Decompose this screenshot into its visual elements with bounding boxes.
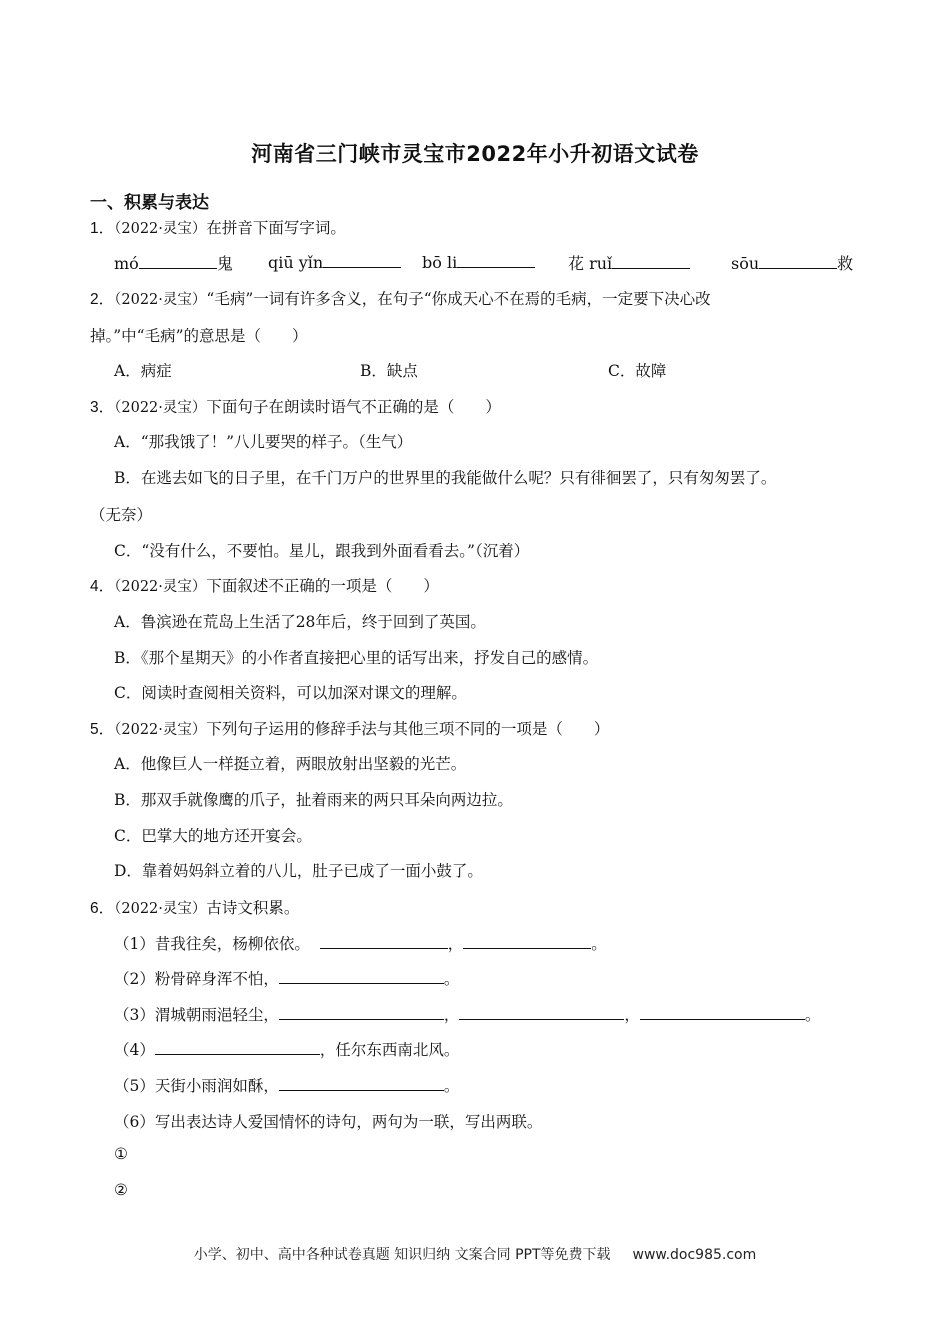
answer-blank[interactable] bbox=[279, 1074, 444, 1091]
question-3: 3．（2022·灵宝）下面句子在朗读时语气不正确的是（ ） bbox=[90, 398, 501, 416]
answer-blank[interactable] bbox=[640, 1003, 805, 1020]
option-b[interactable]: B．那双手就像鹰的爪子，扯着雨来的两只耳朵向两边拉。 bbox=[114, 791, 513, 809]
answer-blank[interactable] bbox=[323, 251, 401, 268]
page-footer: 小学、初中、高中各种试卷真题 知识归纳 文案合同 PPT等免费下载 www.doc985.com bbox=[193, 1247, 757, 1263]
question-2: 2．（2022·灵宝）“毛病”一词有许多含义，在句子“你成天心不在焉的毛病，一定要下决心改 bbox=[90, 290, 711, 308]
option-c[interactable]: C．故障 bbox=[608, 362, 667, 380]
option-b[interactable]: B．在逃去如飞的日子里，在千门万户的世界里的我能做什么呢？只有徘徊罢了，只有匆匆罢了。 bbox=[114, 469, 777, 487]
pinyin-item: sōu 救 bbox=[731, 254, 854, 273]
option-b[interactable]: B．缺点 bbox=[360, 362, 418, 380]
option-a[interactable]: A．鲁滨逊在荒岛上生活了28年后，终于回到了英国。 bbox=[114, 613, 486, 631]
option-a[interactable]: A．他像巨人一样挺立着，两眼放射出坚毅的光芒。 bbox=[114, 755, 467, 773]
poem-line-1: （1）昔我往矣，杨柳依依。 ， 。 bbox=[114, 932, 607, 954]
option-b-cont: （无奈） bbox=[90, 506, 153, 524]
option-c[interactable]: C．“没有什么，不要怕。星儿，跟我到外面看看去。”（沉着） bbox=[114, 542, 530, 560]
pinyin-item: bō li bbox=[422, 251, 535, 272]
answer-blank[interactable] bbox=[279, 1003, 444, 1020]
option-a[interactable]: A．“那我饿了！”八儿要哭的样子。（生气） bbox=[114, 433, 413, 451]
option-a[interactable]: A．病症 bbox=[114, 362, 172, 380]
answer-blank[interactable] bbox=[459, 1003, 624, 1020]
option-d[interactable]: D．靠着妈妈斜立着的八儿，肚子已成了一面小鼓了。 bbox=[114, 862, 483, 880]
answer-blank[interactable] bbox=[139, 252, 217, 269]
poem-line-3: （3）渭城朝雨浥轻尘， ， ， 。 bbox=[114, 1003, 820, 1025]
answer-blank[interactable] bbox=[155, 1038, 320, 1055]
question-5: 5．（2022·灵宝）下列句子运用的修辞手法与其他三项不同的一项是（ ） bbox=[90, 720, 610, 738]
question-1: 1．（2022·灵宝）在拼音下面写字词。 bbox=[90, 219, 346, 237]
answer-blank[interactable] bbox=[457, 251, 535, 268]
answer-marker-1[interactable]: ① bbox=[114, 1145, 128, 1163]
answer-blank[interactable] bbox=[612, 252, 690, 269]
pinyin-item: mó 鬼 bbox=[114, 254, 233, 273]
option-c[interactable]: C．巴掌大的地方还开宴会。 bbox=[114, 827, 312, 845]
option-c[interactable]: C．阅读时查阅相关资料，可以加深对课文的理解。 bbox=[114, 684, 467, 702]
question-6: 6．（2022·灵宝）古诗文积累。 bbox=[90, 899, 300, 917]
poem-line-4: （4） ，任尔东西南北风。 bbox=[114, 1038, 459, 1060]
answer-blank[interactable] bbox=[759, 252, 837, 269]
answer-marker-2[interactable]: ② bbox=[114, 1181, 128, 1199]
question-4: 4．（2022·灵宝）下面叙述不正确的一项是（ ） bbox=[90, 577, 439, 595]
answer-blank[interactable] bbox=[320, 932, 448, 949]
answer-blank[interactable] bbox=[463, 932, 591, 949]
pinyin-item: qiū yǐn bbox=[268, 251, 401, 272]
page-title: 河南省三门峡市灵宝市2022年小升初语文试卷 bbox=[251, 142, 699, 166]
poem-line-6: （6）写出表达诗人爱国情怀的诗句，两句为一联，写出两联。 bbox=[114, 1113, 543, 1131]
question-2-cont: 掉。”中“毛病”的意思是（ ） bbox=[90, 327, 308, 345]
poem-line-5: （5）天街小雨润如酥， 。 bbox=[114, 1074, 459, 1096]
option-b[interactable]: B．《那个星期天》的小作者直接把心里的话写出来，抒发自己的感情。 bbox=[114, 649, 599, 667]
poem-line-2: （2）粉骨碎身浑不怕， 。 bbox=[114, 967, 459, 989]
pinyin-item: 花 ruǐ bbox=[568, 251, 690, 274]
section-heading: 一、积累与表达 bbox=[90, 193, 209, 213]
answer-blank[interactable] bbox=[279, 967, 444, 984]
footer-link[interactable]: www.doc985.com bbox=[632, 1247, 757, 1263]
